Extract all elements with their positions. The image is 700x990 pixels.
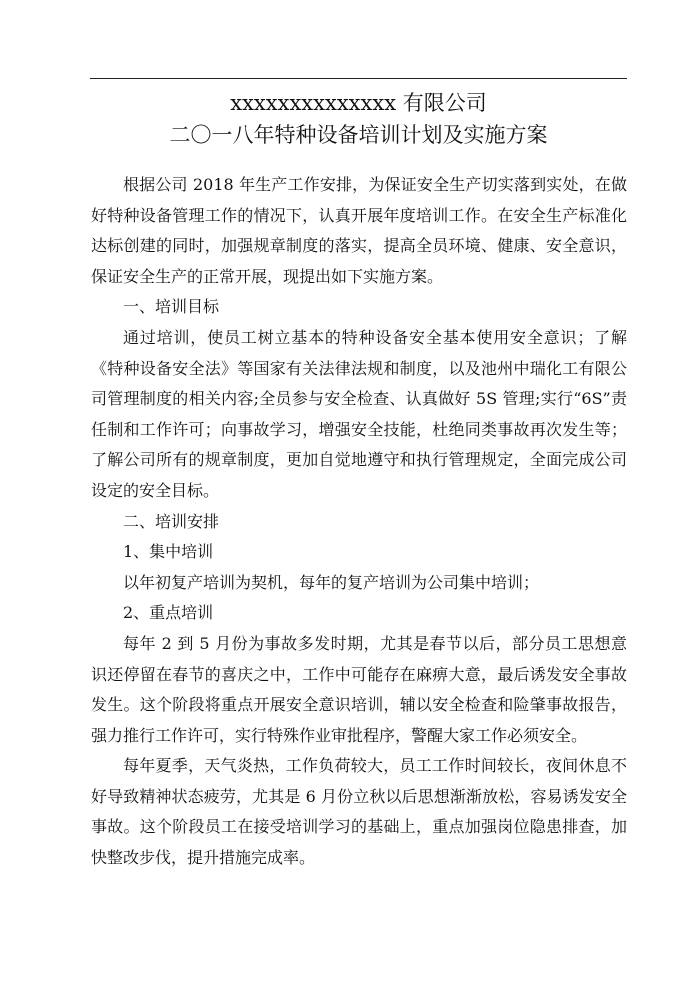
document-title: 二〇一八年特种设备培训计划及实施方案: [169, 123, 548, 147]
key-training-paragraph-spring: 每年 2 到 5 月份为事故多发时期，尤其是春节以后，部分员工思想意识还停留在春节的喜庆之中，工作中可能存在麻痹大意，最后诱发安全事故发生。这个阶段将重点开展安全意识培训，辅以安全检查和险肇事故报告，强力推行工作许可，实行特殊作业审批程序，警醒大家工作必须安全。: [91, 633, 627, 745]
header-rule: [90, 78, 627, 79]
centralized-training-paragraph: 以年初复产培训为契机，每年的复产培训为公司集中培训；: [123, 572, 540, 592]
intro-paragraph: 根据公司 2018 年生产工作安排，为保证安全生产切实落到实处，在做好特种设备管理工作的情况下，认真开展年度培训工作。在安全生产标准化达标创建的同时，加强规章制度的落实，提高全员环境、健康、安全意识，保证安全生产的正常开展，现提出如下实施方案。: [91, 175, 627, 286]
section-heading-goals: 一、培训目标: [123, 297, 220, 317]
subheading-key-training: 2、重点培训: [123, 603, 214, 623]
subheading-centralized-training: 1、集中培训: [123, 542, 214, 562]
goals-paragraph: 通过培训，使员工树立基本的特种设备安全基本使用安全意识；了解《特种设备安全法》等国家有关法律法规和制度，以及池州中瑞化工有限公司管理制度的相关内容;全员参与安全检查、认真做好 5S 管理;实行“6S”责任制和工作许可；向事故学习，增强安全技能，杜绝同类事故再次发生等；了解公司所有的规章制度，更加自觉地遵守和执行管理规定，全面完成公司设定的安全目标。: [91, 327, 627, 500]
section-heading-arrangement: 二、培训安排: [123, 511, 220, 531]
company-name: xxxxxxxxxxxxxx 有限公司: [230, 91, 487, 115]
document-body: [91, 170, 627, 874]
key-training-paragraph-summer: 每年夏季，天气炎热，工作负荷较大，员工工作时间较长，夜间休息不好导致精神状态疲劳，尤其是 6 月份立秋以后思想渐渐放松，容易诱发安全事故。这个阶段员工在接受培训学习的基础上，重点加强岗位隐患排查，加快整改步伐，提升措施完成率。: [91, 756, 627, 868]
